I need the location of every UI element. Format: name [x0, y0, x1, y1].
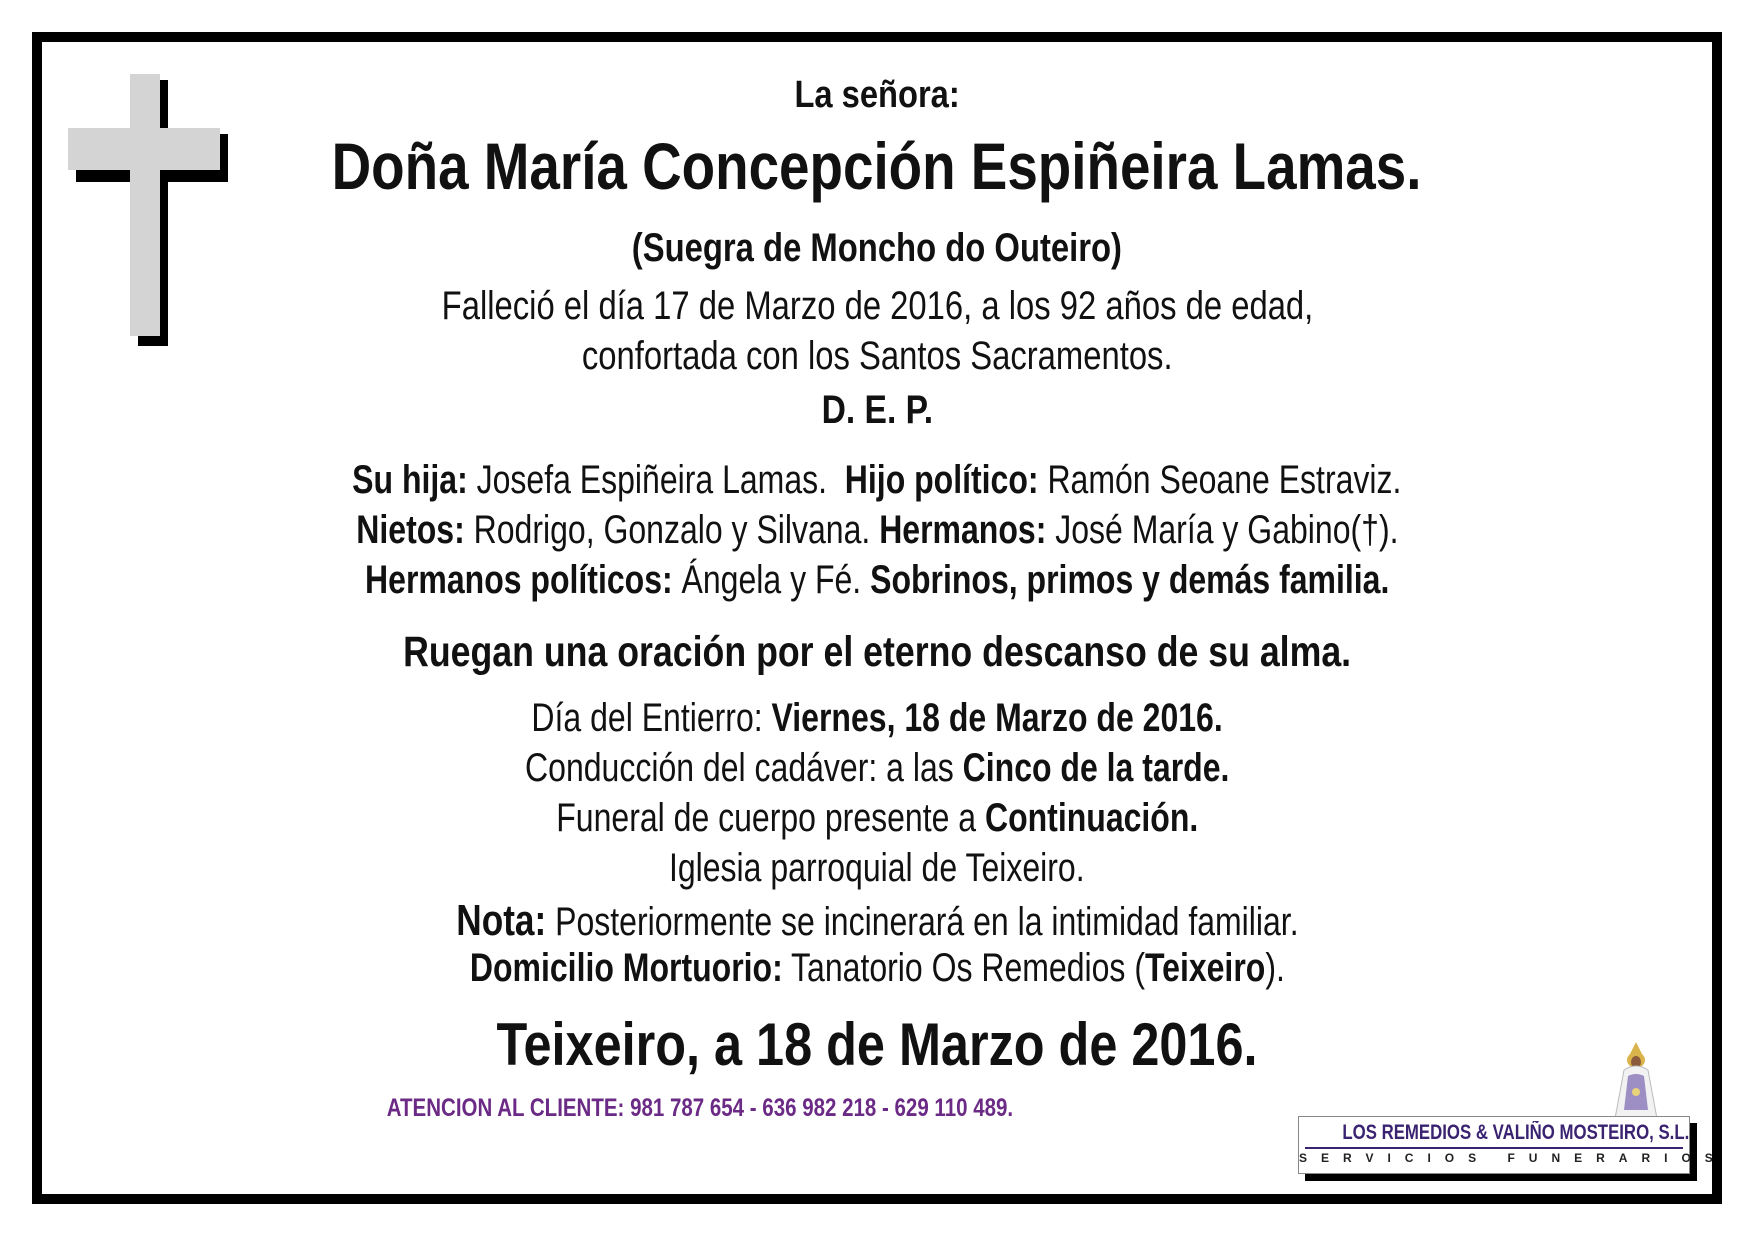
prayer-text: Ruegan una oración por el eterno descanso de su alma.	[402, 628, 1352, 676]
hermanos-value: José María y Gabino(†).	[1045, 508, 1399, 552]
hermanos-politicos-value: Ángela y Fé.	[672, 558, 861, 602]
place-date: Teixeiro, a 18 de Marzo de 2016.	[496, 1011, 1258, 1078]
nota-value: Posteriormente se incinerará en la intimidad familiar.	[545, 900, 1299, 944]
nota-label: Nota:	[455, 896, 546, 945]
domicilio-line	[0, 946, 1754, 991]
domicilio-value-pre: Tanatorio Os Remedios (	[782, 946, 1145, 990]
funeral-label: Funeral de cuerpo presente a	[555, 796, 985, 840]
funeral-line	[0, 796, 1754, 841]
entierro-line	[0, 696, 1754, 741]
company-logo	[1298, 1116, 1727, 1174]
hermanos-politicos-label: Hermanos políticos:	[364, 558, 673, 602]
hijo-politico-label: Hijo político:	[845, 458, 1039, 502]
hermanos-label: Hermanos:	[878, 508, 1046, 552]
death-line-2: confortada con los Santos Sacramentos.	[581, 334, 1173, 378]
logo-divider	[1305, 1147, 1683, 1149]
conduccion-line	[0, 746, 1754, 791]
virgin-image-icon	[1608, 1040, 1664, 1126]
domicilio-value-post: ).	[1264, 946, 1285, 990]
hija-value: Josefa Espiñeira Lamas.	[467, 458, 828, 502]
dep-text: D. E. P.	[821, 388, 933, 432]
company-name: LOS REMEDIOS & VALIÑO MOSTEIRO, S.L.	[1342, 1121, 1690, 1144]
entierro-value: Viernes, 18 de Marzo de 2016.	[771, 696, 1223, 740]
hijo-politico-value: Ramón Seoane Estraviz.	[1038, 458, 1402, 502]
domicilio-value-bold: Teixeiro	[1144, 946, 1265, 990]
death-line-1: Falleció el día 17 de Marzo de 2016, a los 92 años de edad,	[441, 284, 1313, 328]
contact-info: ATENCION AL CLIENTE: 981 787 654 - 636 982 218 - 629 110 489.	[386, 1094, 1014, 1122]
conduccion-value: Cinco de la tarde.	[962, 746, 1230, 790]
iglesia-line: Iglesia parroquial de Teixeiro.	[669, 846, 1085, 890]
nietos-value: Rodrigo, Gonzalo y Silvana.	[464, 508, 870, 552]
family-line-3	[0, 558, 1754, 603]
hija-label: Su hija:	[352, 458, 468, 502]
entierro-label: Día del Entierro:	[531, 696, 772, 740]
nota-line	[0, 896, 1754, 946]
nietos-label: Nietos:	[355, 508, 465, 552]
family-line-1	[0, 458, 1754, 503]
funeral-value: Continuación.	[984, 796, 1199, 840]
deceased-name: Doña María Concepción Espiñeira Lamas.	[332, 129, 1422, 203]
relation-text: (Suegra de Moncho do Outeiro)	[631, 226, 1123, 270]
conduccion-label: Conducción del cadáver: a las	[524, 746, 963, 790]
domicilio-label: Domicilio Mortuorio:	[469, 946, 783, 990]
intro-text: La señora:	[794, 74, 960, 116]
sobrinos-text: Sobrinos, primos y demás familia.	[869, 558, 1390, 602]
company-tagline: SERVICIOS FUNERARIOS	[1299, 1151, 1727, 1165]
family-line-2	[0, 508, 1754, 553]
